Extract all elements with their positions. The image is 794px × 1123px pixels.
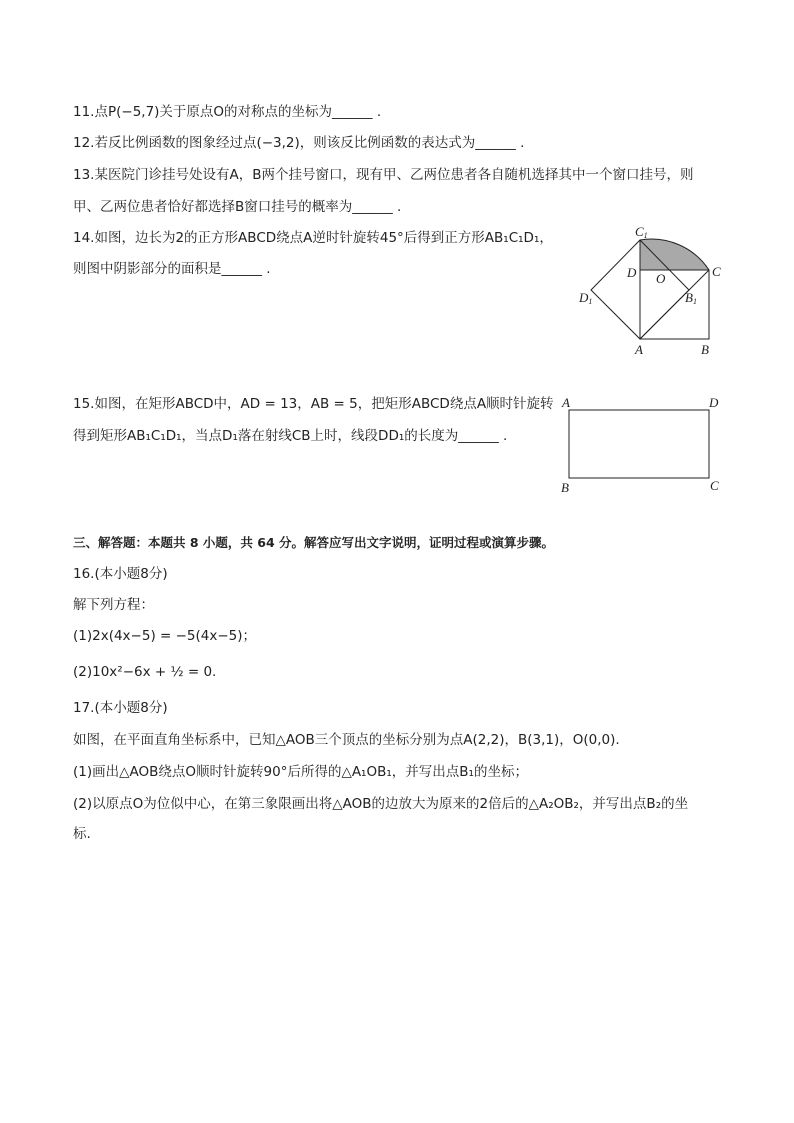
question-13-line-2: 甲、乙两位患者恰好都选择B窗口挂号的概率为______ . — [73, 199, 402, 215]
question-17-part-2-cont: 标. — [73, 826, 91, 842]
question-16-part-2: (2)10x²−6x + ½ = 0. — [73, 664, 217, 680]
label-a: A — [635, 342, 643, 357]
section-3-heading: 三、解答题：本题共 8 小题，共 64 分。解答应写出文字说明，证明过程或演算步骤。 — [73, 535, 555, 550]
figure-14 — [572, 222, 722, 362]
question-16-intro: 解下列方程： — [73, 597, 154, 613]
shaded-region — [640, 239, 709, 270]
label-o: O — [656, 271, 666, 286]
question-16-part-1: (1)2x(4x−5) = −5(4x−5)； — [73, 628, 257, 644]
question-11: 11.点P(−5,7)关于原点O的对称点的坐标为______ . — [73, 104, 382, 120]
question-17-part-2: (2)以原点O为位似中心，在第三象限画出将△AOB的边放大为原来的2倍后的△A₂OB₂，并写出点B₂的坐 — [73, 796, 689, 812]
label-d1: D1 — [579, 290, 593, 306]
label-b: B — [701, 342, 709, 357]
question-16-title: 16.(本小题8分) — [73, 566, 168, 582]
question-15-line-1: 15.如图，在矩形ABCD中，AD = 13，AB = 5，把矩形ABCD绕点A顺时针旋转 — [73, 396, 554, 412]
question-17-title: 17.(本小题8分) — [73, 700, 168, 716]
question-12: 12.若反比例函数的图象经过点(−3,2)，则该反比例函数的表达式为______ . — [73, 135, 525, 151]
label-d: D — [627, 265, 637, 280]
figure-15 — [558, 392, 728, 497]
question-14-line-1: 14.如图，边长为2的正方形ABCD绕点A逆时针旋转45°后得到正方形AB₁C₁D₁， — [73, 230, 553, 246]
question-15-line-2: 得到矩形AB₁C₁D₁，当点D₁落在射线CB上时，线段DD₁的长度为______ . — [73, 428, 508, 444]
label-b: B — [561, 480, 569, 495]
rectangle-abcd — [569, 410, 709, 478]
diagonal-ac — [640, 270, 709, 339]
label-c: C — [712, 264, 721, 279]
question-17-intro: 如图，在平面直角坐标系中，已知△AOB三个顶点的坐标分别为点A(2,2)，B(3,1)，O(0,0). — [73, 732, 620, 748]
question-17-part-1: (1)画出△AOB绕点O顺时针旋转90°后所得的△A₁OB₁，并写出点B₁的坐标； — [73, 764, 528, 780]
label-d: D — [709, 395, 719, 410]
label-c1: C1 — [635, 224, 648, 240]
question-14-line-2: 则图中阴影部分的面积是______ . — [73, 261, 271, 277]
label-c: C — [710, 478, 719, 493]
question-13-line-1: 13.某医院门诊挂号处设有A，B两个挂号窗口，现有甲、乙两位患者各自随机选择其中一个窗口挂号，则 — [73, 167, 694, 183]
label-a: A — [562, 395, 570, 410]
label-b1: B1 — [685, 290, 697, 306]
